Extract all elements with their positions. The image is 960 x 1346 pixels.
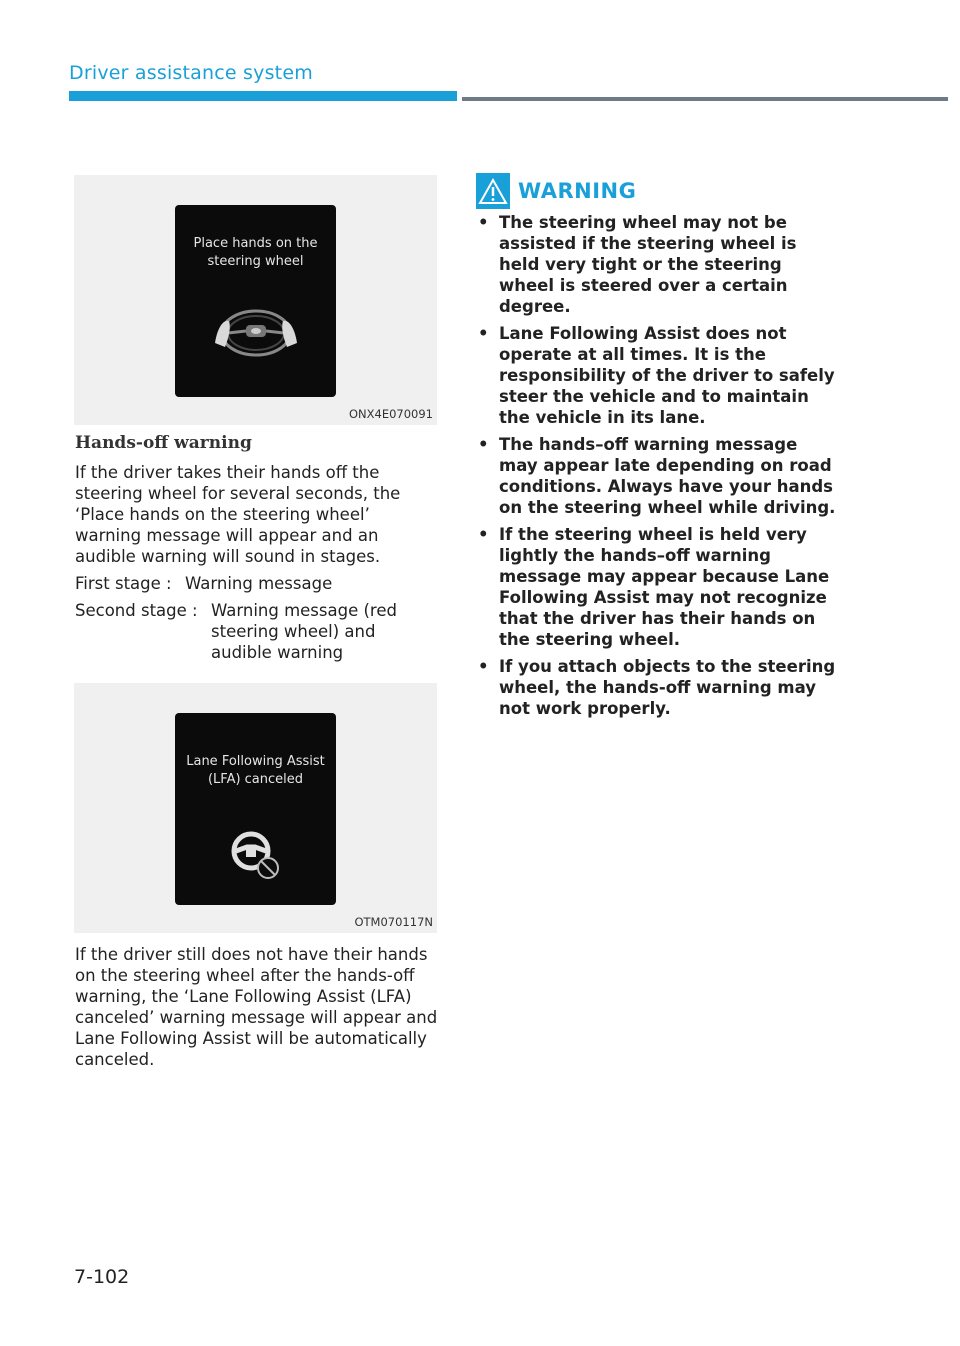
page-number: 7-102 — [74, 1266, 130, 1288]
cluster-message: Lane Following Assist (LFA) canceled — [186, 754, 325, 787]
stage-row — [75, 573, 333, 594]
warning-title: WARNING — [518, 179, 637, 203]
lfa-canceled-icon — [227, 827, 287, 887]
stage-label: First stage : — [75, 574, 172, 593]
section-heading: Hands-off warning — [75, 433, 252, 453]
figure-hands-off-message — [74, 175, 437, 425]
stage-value: Warning message (red steering wheel) and audible warning — [211, 601, 397, 662]
header-bar-accent — [69, 91, 457, 101]
list-item: • The steering wheel may not be assisted if the steering wheel is held very tight or the steering wheel is steered over a certain degree. — [478, 213, 797, 316]
figure-code: OTM070117N — [354, 915, 433, 929]
warning-icon-box — [476, 173, 510, 209]
stage-value: Warning message — [185, 574, 333, 593]
stage-label: Second stage : — [75, 601, 198, 620]
cluster-display — [175, 713, 336, 905]
list-item: • Lane Following Assist does not operate at all times. It is the responsibility of the driver to safely steer the vehicle and to maintain the vehicle in its lane. — [478, 324, 835, 427]
list-item: • If the steering wheel is held very lightly the hands–off warning message may appear because Lane Following Assist may not recognize that the driver has their hands on the steering wheel. — [478, 525, 830, 649]
paragraph-after: If the driver still does not have their hands on the steering wheel after the hands-off warning, the ‘Lane Following Assist (LFA) canceled’ warning message will appear and Lane Following Assist will be automatically canceled. — [75, 945, 438, 1069]
warning-triangle-icon — [476, 173, 510, 209]
paragraph-intro: If the driver takes their hands off the steering wheel for several seconds, the ‘Place hands on the steering wheel’ warning message will appear and an audible warning will sound in stages. — [75, 463, 401, 566]
stage-row — [75, 600, 397, 662]
header-bar-rule — [462, 97, 948, 101]
list-item: • If you attach objects to the steering wheel, the hands-off warning may not work properly. — [478, 657, 836, 718]
cluster-message: Place hands on the steering wheel — [193, 236, 318, 269]
figure-lfa-canceled-message — [74, 683, 437, 933]
hands-on-steering-wheel-icon — [213, 303, 299, 359]
warning-list — [478, 212, 838, 725]
figure-code: ONX4E070091 — [348, 407, 433, 421]
cluster-display — [175, 205, 336, 397]
page-header-title: Driver assistance system — [69, 62, 313, 84]
list-item: • The hands–off warning message may appear late depending on road conditions. Always have your hands on the steering wheel while driving. — [478, 435, 836, 517]
